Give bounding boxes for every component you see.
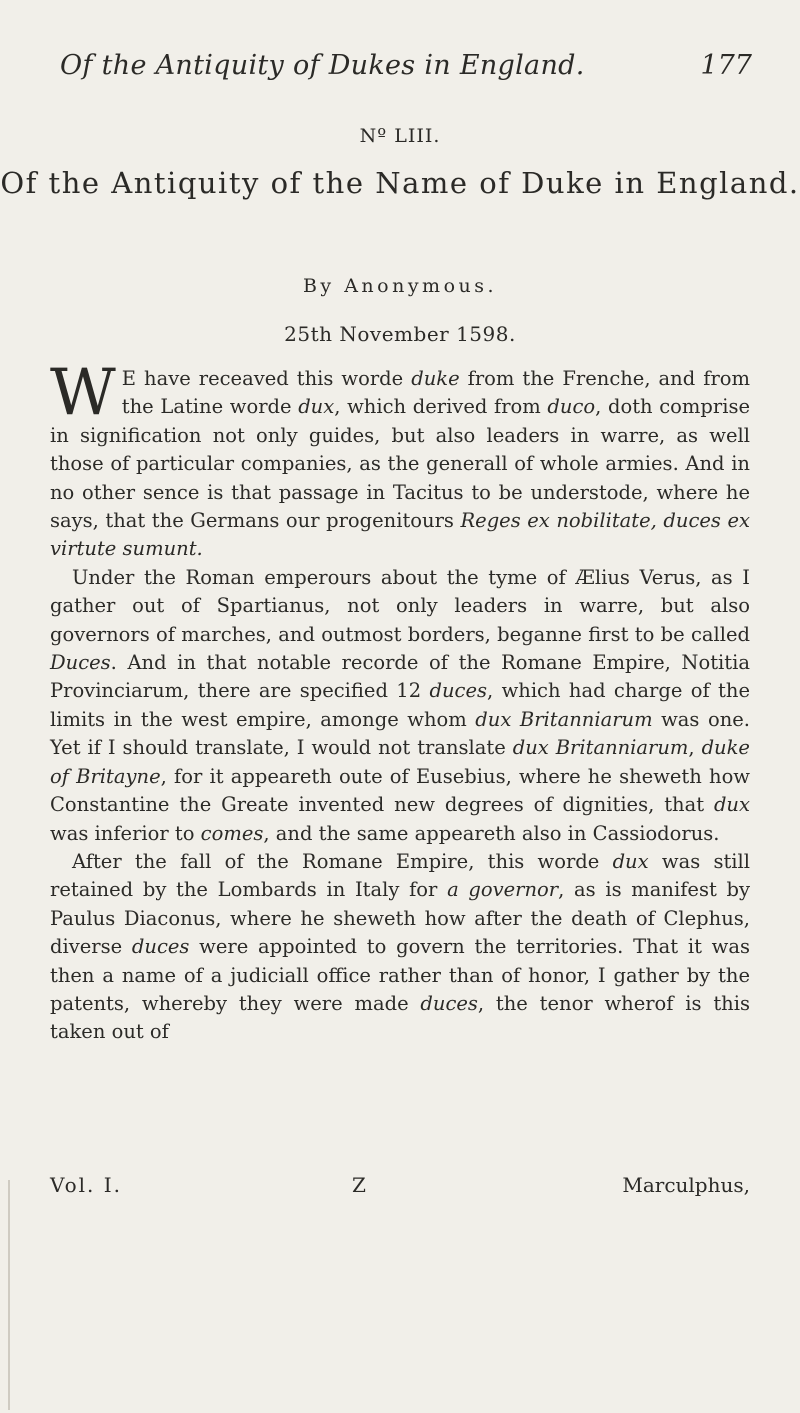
running-head-title: Of the Antiquity of Dukes in England. [60,50,585,81]
paragraph-3 [50,848,750,1047]
italic-term: a governor [447,878,559,902]
text-run: E have receaved this worde [121,367,412,390]
page-footer [50,1173,750,1203]
signature-mark: Z [352,1173,366,1197]
text-run: Under the Roman emperours about the tyme of Ælius Verus, as I gather out of Spartianus, not only leaders in warre, but also governors of marches, and outmost borders, beganne first to be called [50,565,750,646]
page-number: 177 [700,50,752,81]
italic-term: duces [429,679,487,703]
article-number: Nº LIII. [359,125,441,147]
paragraph-2 [50,564,750,848]
text-run: , the tenor wherof is this taken out of [50,991,750,1044]
text-run: , and the same appeareth also in Cassiodorus. [263,821,720,845]
text-run: was inferior to [50,821,201,845]
italic-term: duco [547,395,596,419]
text-run: , which had charge of the limits in the west empire, amonge whom [50,679,750,731]
article-date: 25th November 1598. [284,322,516,346]
italic-term: duke [411,367,460,390]
text-run: , for it appeareth oute of Eusebius, where he sheweth how Constantine the Greate invented new degrees of dignities, that [50,764,751,817]
article-body [50,356,751,1047]
italic-term: Duces [50,651,111,675]
text-run: , doth comprise in signification not only guides, but also leaders in warre, as well those of particular companies, as the generall of whole armies. And in no other sence is that passage in Tacitus to be understode, where he says, that the Germans our progenitours [50,395,750,533]
text-run: After the fall of the Romane Empire, this worde [72,849,613,873]
italic-term: dux Britanniarum [512,736,689,760]
catchword: Marculphus, [622,1173,750,1197]
text-run: was still retained by the Lombards in Italy for [50,849,750,902]
text-run: , which derived from [334,395,548,419]
article-title: Of the Antiquity of the Name of Duke in England. [0,166,800,200]
drop-cap: W [50,356,116,430]
text-run: from the Frenche, and from the Latine worde [121,367,750,419]
text-run: , as is manifest by Paulus Diaconus, where he sheweth how after the death of Clephus, diverse [50,878,750,959]
text-run: , [688,736,702,760]
italic-term: dux [298,395,335,419]
text-run: . And in that notable recorde of the Romane Empire, Notitia Provinciarum, there are specified 12 [50,651,750,703]
italic-term: duces [420,991,478,1015]
running-head [60,50,752,90]
italic-term: comes [200,821,264,845]
text-run: was one. Yet if I should translate, I would not translate [50,707,750,760]
paragraph-1 [50,356,750,564]
text-run: were appointed to govern the territories. That it was then a name of a judiciall office rather than of honor, I gather by the patents, whereby they were made [50,935,750,1015]
article-author: By Anonymous. [302,275,498,297]
italic-quote: Reges ex nobilitate, duces ex virtute sumunt. [50,509,750,561]
italic-term: dux [612,849,649,873]
italic-term: duces [131,935,190,959]
italic-term: dux [713,793,750,817]
volume-signature: Vol. I. [50,1173,123,1197]
page-edge-shadow [8,1180,10,1410]
italic-term: duke of Britayne [50,736,750,788]
italic-term: dux Britanniarum [475,707,653,731]
